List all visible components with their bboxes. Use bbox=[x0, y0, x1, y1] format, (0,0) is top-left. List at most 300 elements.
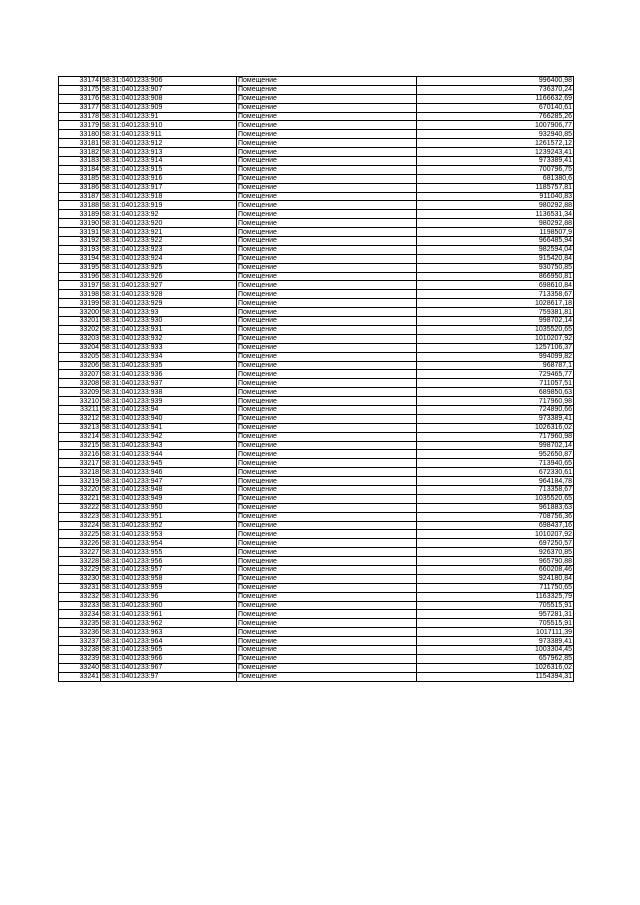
cadastral-number-cell: 58:31:0401233:918 bbox=[101, 192, 237, 201]
cadastral-number-cell: 58:31:0401233:957 bbox=[101, 565, 237, 574]
cadastral-value-cell: 1003304,45 bbox=[417, 646, 574, 655]
object-type-cell: Помещение bbox=[237, 663, 417, 672]
cadastral-value-cell: 1026316,02 bbox=[417, 663, 574, 672]
object-type-cell: Помещение bbox=[237, 530, 417, 539]
cadastral-value-cell: 996400,98 bbox=[417, 77, 574, 86]
object-type-cell: Помещение bbox=[237, 228, 417, 237]
object-type-cell: Помещение bbox=[237, 201, 417, 210]
object-type-cell: Помещение bbox=[237, 379, 417, 388]
cadastral-number-cell: 58:31:0401233:911 bbox=[101, 130, 237, 139]
row-number-cell: 33231 bbox=[59, 583, 101, 592]
cadastral-value-cell: 973389,41 bbox=[417, 414, 574, 423]
cadastral-value-cell: 964184,78 bbox=[417, 477, 574, 486]
object-type-cell: Помещение bbox=[237, 272, 417, 281]
table-row bbox=[59, 94, 574, 103]
row-number-cell: 33183 bbox=[59, 157, 101, 166]
cadastral-number-cell: 58:31:0401233:913 bbox=[101, 148, 237, 157]
cadastral-number-cell: 58:31:0401233:953 bbox=[101, 530, 237, 539]
cadastral-value-cell: 1136531,34 bbox=[417, 210, 574, 219]
cadastral-value-cell: 711750,65 bbox=[417, 583, 574, 592]
object-type-cell: Помещение bbox=[237, 592, 417, 601]
row-number-cell: 33215 bbox=[59, 441, 101, 450]
cadastral-value-cell: 698437,16 bbox=[417, 521, 574, 530]
cadastral-value-cell: 660208,46 bbox=[417, 565, 574, 574]
cadastral-number-cell: 58:31:0401233:922 bbox=[101, 237, 237, 246]
object-type-cell: Помещение bbox=[237, 370, 417, 379]
cadastral-number-cell: 58:31:0401233:939 bbox=[101, 397, 237, 406]
cadastral-value-cell: 697250,57 bbox=[417, 539, 574, 548]
object-type-cell: Помещение bbox=[237, 397, 417, 406]
table-row bbox=[59, 530, 574, 539]
table-row bbox=[59, 521, 574, 530]
cadastral-number-cell: 58:31:0401233:947 bbox=[101, 477, 237, 486]
cadastral-value-cell: 700796,75 bbox=[417, 165, 574, 174]
cadastral-value-cell: 689850,63 bbox=[417, 388, 574, 397]
row-number-cell: 33225 bbox=[59, 530, 101, 539]
row-number-cell: 33189 bbox=[59, 210, 101, 219]
object-type-cell: Помещение bbox=[237, 521, 417, 530]
cadastral-number-cell: 58:31:0401233:926 bbox=[101, 272, 237, 281]
table-row bbox=[59, 254, 574, 263]
table-body bbox=[59, 77, 574, 682]
object-type-cell: Помещение bbox=[237, 459, 417, 468]
row-number-cell: 33197 bbox=[59, 281, 101, 290]
object-type-cell: Помещение bbox=[237, 672, 417, 681]
table-row bbox=[59, 308, 574, 317]
cadastral-number-cell: 58:31:0401233:91 bbox=[101, 112, 237, 121]
table-row bbox=[59, 103, 574, 112]
cadastral-number-cell: 58:31:0401233:915 bbox=[101, 165, 237, 174]
row-number-cell: 33235 bbox=[59, 619, 101, 628]
row-number-cell: 33174 bbox=[59, 77, 101, 86]
object-type-cell: Помещение bbox=[237, 308, 417, 317]
table-row bbox=[59, 565, 574, 574]
cadastral-value-cell: 1028617,18 bbox=[417, 299, 574, 308]
table-row bbox=[59, 299, 574, 308]
row-number-cell: 33196 bbox=[59, 272, 101, 281]
cadastral-value-cell: 957281,31 bbox=[417, 610, 574, 619]
cadastral-value-cell: 915420,84 bbox=[417, 254, 574, 263]
table-row bbox=[59, 272, 574, 281]
cadastral-number-cell: 58:31:0401233:944 bbox=[101, 450, 237, 459]
object-type-cell: Помещение bbox=[237, 619, 417, 628]
object-type-cell: Помещение bbox=[237, 441, 417, 450]
cadastral-value-cell: 705515,91 bbox=[417, 601, 574, 610]
row-number-cell: 33206 bbox=[59, 361, 101, 370]
object-type-cell: Помещение bbox=[237, 343, 417, 352]
row-number-cell: 33227 bbox=[59, 548, 101, 557]
row-number-cell: 33203 bbox=[59, 334, 101, 343]
cadastral-value-cell: 759381,81 bbox=[417, 308, 574, 317]
cadastral-number-cell: 58:31:0401233:958 bbox=[101, 574, 237, 583]
object-type-cell: Помещение bbox=[237, 601, 417, 610]
row-number-cell: 33194 bbox=[59, 254, 101, 263]
cadastral-number-cell: 58:31:0401233:930 bbox=[101, 317, 237, 326]
cadastral-value-cell: 672330,61 bbox=[417, 468, 574, 477]
table-row bbox=[59, 405, 574, 414]
cadastral-value-cell: 965790,88 bbox=[417, 557, 574, 566]
row-number-cell: 33237 bbox=[59, 637, 101, 646]
object-type-cell: Помещение bbox=[237, 174, 417, 183]
row-number-cell: 33211 bbox=[59, 405, 101, 414]
object-type-cell: Помещение bbox=[237, 85, 417, 94]
object-type-cell: Помещение bbox=[237, 148, 417, 157]
table-row bbox=[59, 192, 574, 201]
cadastral-number-cell: 58:31:0401233:919 bbox=[101, 201, 237, 210]
cadastral-number-cell: 58:31:0401233:962 bbox=[101, 619, 237, 628]
table-row bbox=[59, 334, 574, 343]
cadastral-number-cell: 58:31:0401233:946 bbox=[101, 468, 237, 477]
cadastral-value-cell: 698610,84 bbox=[417, 281, 574, 290]
row-number-cell: 33202 bbox=[59, 325, 101, 334]
row-number-cell: 33216 bbox=[59, 450, 101, 459]
cadastral-value-cell: 1010207,92 bbox=[417, 334, 574, 343]
cadastral-value-cell: 980292,88 bbox=[417, 219, 574, 228]
object-type-cell: Помещение bbox=[237, 468, 417, 477]
cadastral-number-cell: 58:31:0401233:96 bbox=[101, 592, 237, 601]
object-type-cell: Помещение bbox=[237, 637, 417, 646]
cadastral-value-cell: 930750,85 bbox=[417, 263, 574, 272]
cadastral-value-table bbox=[58, 76, 574, 682]
cadastral-value-cell: 973389,41 bbox=[417, 637, 574, 646]
table-row bbox=[59, 201, 574, 210]
row-number-cell: 33214 bbox=[59, 432, 101, 441]
object-type-cell: Помещение bbox=[237, 414, 417, 423]
row-number-cell: 33233 bbox=[59, 601, 101, 610]
cadastral-value-cell: 1007906,77 bbox=[417, 121, 574, 130]
table-row bbox=[59, 601, 574, 610]
object-type-cell: Помещение bbox=[237, 112, 417, 121]
object-type-cell: Помещение bbox=[237, 192, 417, 201]
object-type-cell: Помещение bbox=[237, 565, 417, 574]
object-type-cell: Помещение bbox=[237, 539, 417, 548]
cadastral-number-cell: 58:31:0401233:948 bbox=[101, 485, 237, 494]
cadastral-number-cell: 58:31:0401233:955 bbox=[101, 548, 237, 557]
table-row bbox=[59, 477, 574, 486]
row-number-cell: 33200 bbox=[59, 308, 101, 317]
cadastral-number-cell: 58:31:0401233:935 bbox=[101, 361, 237, 370]
cadastral-number-cell: 58:31:0401233:924 bbox=[101, 254, 237, 263]
cadastral-number-cell: 58:31:0401233:929 bbox=[101, 299, 237, 308]
table-row bbox=[59, 77, 574, 86]
row-number-cell: 33181 bbox=[59, 139, 101, 148]
cadastral-number-cell: 58:31:0401233:934 bbox=[101, 352, 237, 361]
row-number-cell: 33220 bbox=[59, 485, 101, 494]
cadastral-value-cell: 717960,98 bbox=[417, 397, 574, 406]
cadastral-value-cell: 994099,82 bbox=[417, 352, 574, 361]
cadastral-value-cell: 729465,77 bbox=[417, 370, 574, 379]
table-row bbox=[59, 157, 574, 166]
cadastral-number-cell: 58:31:0401233:937 bbox=[101, 379, 237, 388]
cadastral-number-cell: 58:31:0401233:97 bbox=[101, 672, 237, 681]
table-row bbox=[59, 210, 574, 219]
object-type-cell: Помещение bbox=[237, 548, 417, 557]
row-number-cell: 33191 bbox=[59, 228, 101, 237]
row-number-cell: 33179 bbox=[59, 121, 101, 130]
cadastral-value-cell: 1239243,41 bbox=[417, 148, 574, 157]
row-number-cell: 33185 bbox=[59, 174, 101, 183]
cadastral-number-cell: 58:31:0401233:965 bbox=[101, 646, 237, 655]
row-number-cell: 33213 bbox=[59, 423, 101, 432]
table-row bbox=[59, 290, 574, 299]
row-number-cell: 33195 bbox=[59, 263, 101, 272]
cadastral-value-cell: 1017111,39 bbox=[417, 628, 574, 637]
table-row bbox=[59, 121, 574, 130]
object-type-cell: Помещение bbox=[237, 334, 417, 343]
object-type-cell: Помещение bbox=[237, 325, 417, 334]
cadastral-number-cell: 58:31:0401233:942 bbox=[101, 432, 237, 441]
cadastral-number-cell: 58:31:0401233:916 bbox=[101, 174, 237, 183]
cadastral-value-cell: 708756,36 bbox=[417, 512, 574, 521]
cadastral-number-cell: 58:31:0401233:967 bbox=[101, 663, 237, 672]
cadastral-number-cell: 58:31:0401233:950 bbox=[101, 503, 237, 512]
table-row bbox=[59, 450, 574, 459]
table-row bbox=[59, 388, 574, 397]
object-type-cell: Помещение bbox=[237, 245, 417, 254]
row-number-cell: 33229 bbox=[59, 565, 101, 574]
row-number-cell: 33177 bbox=[59, 103, 101, 112]
object-type-cell: Помещение bbox=[237, 574, 417, 583]
row-number-cell: 33188 bbox=[59, 201, 101, 210]
cadastral-value-cell: 968787,1 bbox=[417, 361, 574, 370]
table-row bbox=[59, 263, 574, 272]
object-type-cell: Помещение bbox=[237, 405, 417, 414]
row-number-cell: 33178 bbox=[59, 112, 101, 121]
table-row bbox=[59, 183, 574, 192]
row-number-cell: 33207 bbox=[59, 370, 101, 379]
cadastral-value-cell: 1185757,81 bbox=[417, 183, 574, 192]
object-type-cell: Помещение bbox=[237, 183, 417, 192]
cadastral-value-cell: 982594,04 bbox=[417, 245, 574, 254]
cadastral-number-cell: 58:31:0401233:943 bbox=[101, 441, 237, 450]
table-row bbox=[59, 574, 574, 583]
object-type-cell: Помещение bbox=[237, 361, 417, 370]
cadastral-value-cell: 717960,98 bbox=[417, 432, 574, 441]
row-number-cell: 33234 bbox=[59, 610, 101, 619]
table-row bbox=[59, 637, 574, 646]
cadastral-value-cell: 670140,61 bbox=[417, 103, 574, 112]
cadastral-value-cell: 998702,14 bbox=[417, 441, 574, 450]
object-type-cell: Помещение bbox=[237, 94, 417, 103]
row-number-cell: 33209 bbox=[59, 388, 101, 397]
cadastral-number-cell: 58:31:0401233:951 bbox=[101, 512, 237, 521]
cadastral-value-cell: 1163325,79 bbox=[417, 592, 574, 601]
table-row bbox=[59, 112, 574, 121]
cadastral-value-cell: 711057,51 bbox=[417, 379, 574, 388]
table-row bbox=[59, 343, 574, 352]
table-row bbox=[59, 610, 574, 619]
table-row bbox=[59, 672, 574, 681]
cadastral-value-cell: 736370,24 bbox=[417, 85, 574, 94]
cadastral-value-cell: 1154394,31 bbox=[417, 672, 574, 681]
row-number-cell: 33210 bbox=[59, 397, 101, 406]
cadastral-value-cell: 1198507,9 bbox=[417, 228, 574, 237]
table-row bbox=[59, 237, 574, 246]
cadastral-value-cell: 705515,91 bbox=[417, 619, 574, 628]
object-type-cell: Помещение bbox=[237, 299, 417, 308]
cadastral-value-cell: 1166632,69 bbox=[417, 94, 574, 103]
row-number-cell: 33236 bbox=[59, 628, 101, 637]
table-row bbox=[59, 317, 574, 326]
table-row bbox=[59, 646, 574, 655]
table-row bbox=[59, 370, 574, 379]
object-type-cell: Помещение bbox=[237, 628, 417, 637]
object-type-cell: Помещение bbox=[237, 77, 417, 86]
cadastral-value-cell: 952650,87 bbox=[417, 450, 574, 459]
object-type-cell: Помещение bbox=[237, 290, 417, 299]
table-row bbox=[59, 512, 574, 521]
cadastral-number-cell: 58:31:0401233:93 bbox=[101, 308, 237, 317]
table-row bbox=[59, 361, 574, 370]
cadastral-number-cell: 58:31:0401233:931 bbox=[101, 325, 237, 334]
cadastral-value-cell: 911040,83 bbox=[417, 192, 574, 201]
cadastral-number-cell: 58:31:0401233:923 bbox=[101, 245, 237, 254]
row-number-cell: 33238 bbox=[59, 646, 101, 655]
object-type-cell: Помещение bbox=[237, 557, 417, 566]
cadastral-value-cell: 724890,66 bbox=[417, 405, 574, 414]
cadastral-number-cell: 58:31:0401233:908 bbox=[101, 94, 237, 103]
cadastral-number-cell: 58:31:0401233:959 bbox=[101, 583, 237, 592]
table-row bbox=[59, 503, 574, 512]
cadastral-number-cell: 58:31:0401233:938 bbox=[101, 388, 237, 397]
row-number-cell: 33208 bbox=[59, 379, 101, 388]
cadastral-number-cell: 58:31:0401233:956 bbox=[101, 557, 237, 566]
table-row bbox=[59, 174, 574, 183]
object-type-cell: Помещение bbox=[237, 210, 417, 219]
row-number-cell: 33239 bbox=[59, 654, 101, 663]
object-type-cell: Помещение bbox=[237, 450, 417, 459]
cadastral-value-cell: 1026316,02 bbox=[417, 423, 574, 432]
table-row bbox=[59, 219, 574, 228]
row-number-cell: 33186 bbox=[59, 183, 101, 192]
row-number-cell: 33232 bbox=[59, 592, 101, 601]
row-number-cell: 33176 bbox=[59, 94, 101, 103]
cadastral-number-cell: 58:31:0401233:914 bbox=[101, 157, 237, 166]
cadastral-value-cell: 1257106,37 bbox=[417, 343, 574, 352]
cadastral-number-cell: 58:31:0401233:928 bbox=[101, 290, 237, 299]
cadastral-number-cell: 58:31:0401233:961 bbox=[101, 610, 237, 619]
object-type-cell: Помещение bbox=[237, 432, 417, 441]
object-type-cell: Помещение bbox=[237, 317, 417, 326]
row-number-cell: 33230 bbox=[59, 574, 101, 583]
cadastral-value-cell: 866950,81 bbox=[417, 272, 574, 281]
object-type-cell: Помещение bbox=[237, 654, 417, 663]
cadastral-number-cell: 58:31:0401233:907 bbox=[101, 85, 237, 94]
cadastral-value-cell: 713358,67 bbox=[417, 290, 574, 299]
table-row bbox=[59, 148, 574, 157]
cadastral-number-cell: 58:31:0401233:92 bbox=[101, 210, 237, 219]
table-row bbox=[59, 165, 574, 174]
table-row bbox=[59, 628, 574, 637]
object-type-cell: Помещение bbox=[237, 494, 417, 503]
row-number-cell: 33190 bbox=[59, 219, 101, 228]
row-number-cell: 33241 bbox=[59, 672, 101, 681]
document-sheet bbox=[58, 76, 573, 682]
cadastral-value-cell: 961883,63 bbox=[417, 503, 574, 512]
cadastral-value-cell: 966485,94 bbox=[417, 237, 574, 246]
table-row bbox=[59, 548, 574, 557]
table-row bbox=[59, 592, 574, 601]
cadastral-number-cell: 58:31:0401233:949 bbox=[101, 494, 237, 503]
row-number-cell: 33182 bbox=[59, 148, 101, 157]
cadastral-value-cell: 926370,85 bbox=[417, 548, 574, 557]
object-type-cell: Помещение bbox=[237, 388, 417, 397]
object-type-cell: Помещение bbox=[237, 477, 417, 486]
cadastral-number-cell: 58:31:0401233:940 bbox=[101, 414, 237, 423]
cadastral-value-cell: 657962,85 bbox=[417, 654, 574, 663]
table-row bbox=[59, 432, 574, 441]
row-number-cell: 33193 bbox=[59, 245, 101, 254]
object-type-cell: Помещение bbox=[237, 130, 417, 139]
cadastral-number-cell: 58:31:0401233:920 bbox=[101, 219, 237, 228]
cadastral-value-cell: 998702,14 bbox=[417, 317, 574, 326]
object-type-cell: Помещение bbox=[237, 237, 417, 246]
cadastral-value-cell: 1010207,92 bbox=[417, 530, 574, 539]
cadastral-number-cell: 58:31:0401233:952 bbox=[101, 521, 237, 530]
cadastral-value-cell: 681380,6 bbox=[417, 174, 574, 183]
cadastral-number-cell: 58:31:0401233:963 bbox=[101, 628, 237, 637]
cadastral-value-cell: 1261572,12 bbox=[417, 139, 574, 148]
cadastral-number-cell: 58:31:0401233:927 bbox=[101, 281, 237, 290]
row-number-cell: 33199 bbox=[59, 299, 101, 308]
row-number-cell: 33192 bbox=[59, 237, 101, 246]
table-row bbox=[59, 325, 574, 334]
row-number-cell: 33240 bbox=[59, 663, 101, 672]
object-type-cell: Помещение bbox=[237, 263, 417, 272]
row-number-cell: 33180 bbox=[59, 130, 101, 139]
table-row bbox=[59, 583, 574, 592]
cadastral-number-cell: 58:31:0401233:936 bbox=[101, 370, 237, 379]
cadastral-number-cell: 58:31:0401233:932 bbox=[101, 334, 237, 343]
row-number-cell: 33198 bbox=[59, 290, 101, 299]
object-type-cell: Помещение bbox=[237, 157, 417, 166]
cadastral-number-cell: 58:31:0401233:906 bbox=[101, 77, 237, 86]
cadastral-number-cell: 58:31:0401233:933 bbox=[101, 343, 237, 352]
object-type-cell: Помещение bbox=[237, 103, 417, 112]
row-number-cell: 33226 bbox=[59, 539, 101, 548]
cadastral-number-cell: 58:31:0401233:925 bbox=[101, 263, 237, 272]
table-row bbox=[59, 459, 574, 468]
table-row bbox=[59, 557, 574, 566]
object-type-cell: Помещение bbox=[237, 610, 417, 619]
row-number-cell: 33224 bbox=[59, 521, 101, 530]
object-type-cell: Помещение bbox=[237, 512, 417, 521]
object-type-cell: Помещение bbox=[237, 423, 417, 432]
table-row bbox=[59, 85, 574, 94]
cadastral-number-cell: 58:31:0401233:964 bbox=[101, 637, 237, 646]
row-number-cell: 33187 bbox=[59, 192, 101, 201]
table-row bbox=[59, 228, 574, 237]
table-row bbox=[59, 441, 574, 450]
cadastral-value-cell: 973389,41 bbox=[417, 157, 574, 166]
table-row bbox=[59, 663, 574, 672]
cadastral-value-cell: 713358,67 bbox=[417, 485, 574, 494]
table-row bbox=[59, 245, 574, 254]
object-type-cell: Помещение bbox=[237, 254, 417, 263]
cadastral-value-cell: 980292,88 bbox=[417, 201, 574, 210]
cadastral-value-cell: 932940,85 bbox=[417, 130, 574, 139]
row-number-cell: 33221 bbox=[59, 494, 101, 503]
table-row bbox=[59, 539, 574, 548]
cadastral-number-cell: 58:31:0401233:960 bbox=[101, 601, 237, 610]
table-row bbox=[59, 139, 574, 148]
table-row bbox=[59, 654, 574, 663]
cadastral-number-cell: 58:31:0401233:941 bbox=[101, 423, 237, 432]
table-row bbox=[59, 414, 574, 423]
table-row bbox=[59, 397, 574, 406]
cadastral-number-cell: 58:31:0401233:909 bbox=[101, 103, 237, 112]
table-row bbox=[59, 423, 574, 432]
